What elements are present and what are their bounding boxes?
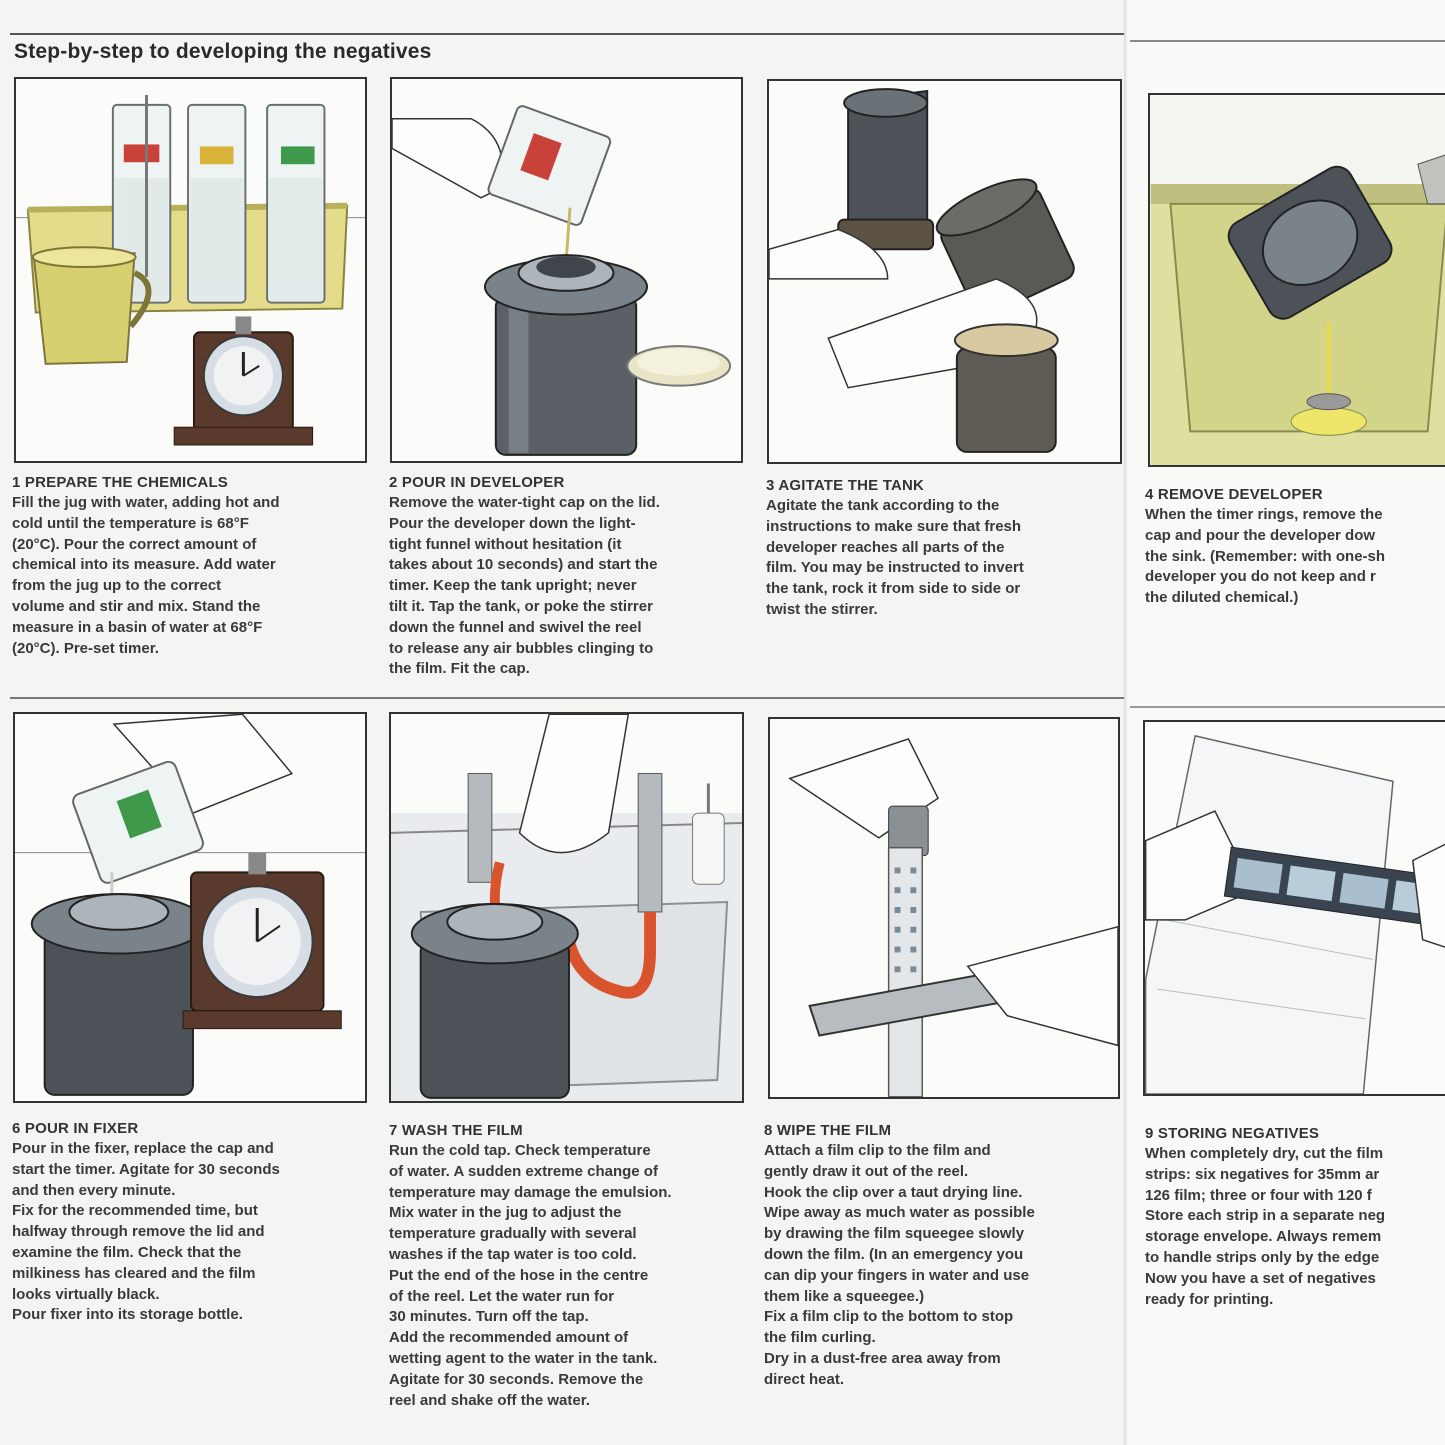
step-8-illustration — [768, 717, 1120, 1099]
top-rule — [10, 33, 1124, 35]
step-2-illustration — [390, 77, 743, 463]
step-1-text: Fill the jug with water, adding hot and cold until the temperature is 68°F (20°C). Pour the correct amount of chemical into its measure. Add water from the jug up to the correct volume and stir and mix. Stand the measure in a basin of water at 68°F (20°C). Pre-set timer. — [12, 494, 280, 657]
step-9-illustration — [1143, 720, 1445, 1096]
step-6-title: 6 POUR IN FIXER — [12, 1120, 139, 1137]
page-heading: Step-by-step to developing the negatives — [14, 40, 432, 63]
step-3-caption — [766, 477, 1122, 621]
step-2-title: 2 POUR IN DEVELOPER — [389, 474, 565, 491]
step-8-title: 8 WIPE THE FILM — [764, 1122, 892, 1139]
step-1-caption — [12, 474, 368, 659]
step-3-text: Agitate the tank according to the instructions to make sure that fresh developer reaches all parts of the film. You may be instructed to invert the tank, rock it from side to side or twist the stirrer. — [766, 497, 1024, 618]
step-4-caption — [1145, 486, 1445, 609]
step-1-title: 1 PREPARE THE CHEMICALS — [12, 474, 229, 491]
middle-rule-right — [1130, 706, 1445, 708]
step-9-caption — [1145, 1125, 1445, 1310]
step-7-caption — [389, 1122, 745, 1411]
step-8-text: Attach a film clip to the film and gently draw it out of the reel. Hook the clip over a taut drying line. Wipe away as much water as possible by drawing the film squeegee slowly down the film. (In an emergency you can dip your fingers in water and use them like a squeegee.) Fix a film clip to the bottom to stop the film curling. Dry in a dust-free area away from direct heat. — [764, 1142, 1035, 1388]
top-rule-right — [1130, 40, 1445, 42]
step-7-text: Run the cold tap. Check temperature of water. A sudden extreme change of temperature may damage the emulsion. Mix water in the jug to adjust the temperature gradually with several washes if the tap water is too cold. Put the end of the hose in the centre of the reel. Let the water run for 30 minutes. Turn off the tap. Add the recommended amount of wetting agent to the water in the tank. Agitate for 30 seconds. Remove the reel and shake off the water. — [389, 1142, 672, 1409]
step-7-title: 7 WASH THE FILM — [389, 1122, 523, 1139]
step-9-title: 9 STORING NEGATIVES — [1145, 1125, 1320, 1142]
step-6-caption — [12, 1120, 368, 1326]
step-3-title: 3 AGITATE THE TANK — [766, 477, 925, 494]
step-3-illustration — [767, 79, 1122, 464]
step-4-text: When the timer rings, remove the cap and pour the developer dow the sink. (Remember: with one-sh developer you do not keep and r the diluted chemical.) — [1145, 506, 1386, 607]
step-6-illustration — [13, 712, 367, 1103]
middle-rule — [10, 697, 1124, 699]
step-4-illustration — [1148, 93, 1445, 467]
step-1-illustration — [14, 77, 367, 463]
step-2-caption — [389, 474, 745, 680]
step-4-title: 4 REMOVE DEVELOPER — [1145, 486, 1323, 503]
step-2-text: Remove the water-tight cap on the lid. Pour the developer down the light- tight funnel without hesitation (it takes about 10 seconds) and start the timer. Keep the tank upright; never tilt it. Tap the tank, or poke the stirrer down the funnel and swivel the reel to release any air bubbles clinging to the film. Fit the cap. — [389, 494, 660, 678]
page-gutter — [1124, 0, 1128, 1445]
step-7-illustration — [389, 712, 744, 1103]
step-8-caption — [764, 1122, 1120, 1391]
step-6-text: Pour in the fixer, replace the cap and start the timer. Agitate for 30 seconds and then every minute. Fix for the recommended time, but halfway through remove the lid and examine the film. Check that the milkiness has cleared and the film looks virtually black. Pour fixer into its storage bottle. — [12, 1140, 280, 1324]
step-9-text: When completely dry, cut the film strips: six negatives for 35mm ar 126 film; three or four with 120 f Store each strip in a separate neg storage envelope. Always remem to handle strips only by the edge Now you have a set of negatives ready for printing. — [1145, 1145, 1386, 1308]
